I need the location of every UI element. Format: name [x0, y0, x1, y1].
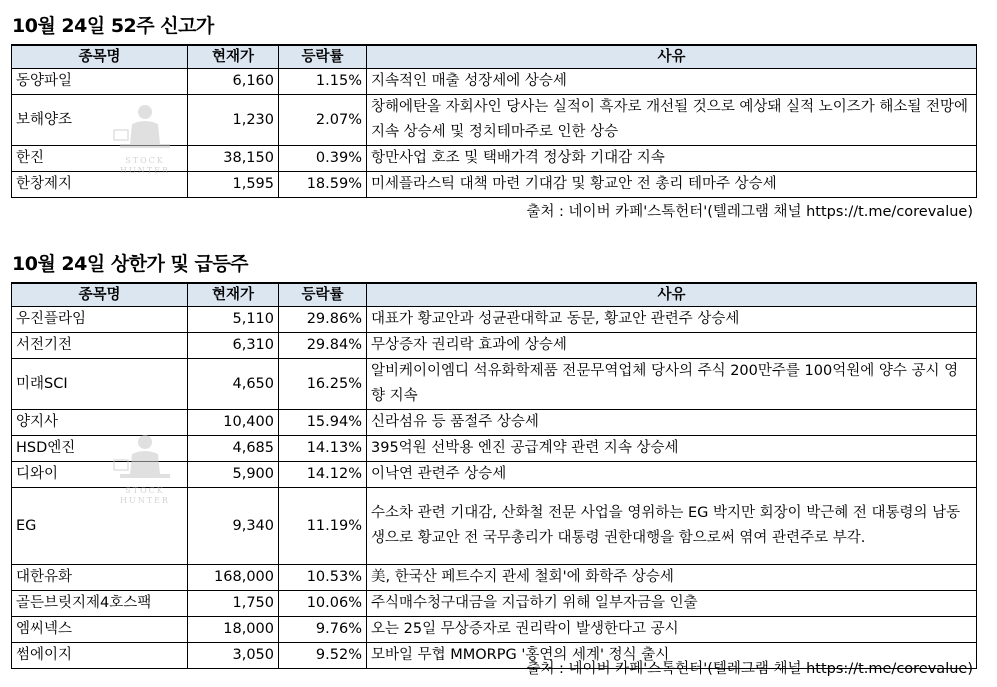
table-header-row: [12, 283, 977, 307]
table-row: [12, 69, 977, 95]
stock-price: 1,230: [188, 95, 279, 146]
stock-reason: 수소차 관련 기대감, 산화철 전문 사업을 영위하는 EG 박지만 회장이 박근혜 전 대통령의 남동생으로 황교안 전 국무총리가 대통령 권한대행을 함으로써 엮여 관련주로 부각.: [367, 488, 977, 565]
stock-name: 보해양조: [12, 95, 188, 146]
stock-reason: 알비케이이엠디 석유화학제품 전문무역업체 당사의 주식 200만주를 100억원에 양수 공시 영향 지속: [367, 359, 977, 410]
stock-hunter-logo-icon: [110, 430, 180, 508]
stock-name: 양지사: [12, 410, 188, 436]
stock-price: 6,310: [188, 333, 279, 359]
section2-source: 출처 : 네이버 카페'스톡헌터'(텔레그램 채널 https://t.me/corevalue): [526, 661, 973, 677]
stock-change: 29.86%: [279, 307, 367, 333]
table-row: [12, 591, 977, 617]
stock-change: 16.25%: [279, 359, 367, 410]
stock-price: 4,650: [188, 359, 279, 410]
stock-change: 14.13%: [279, 436, 367, 462]
table-row: [12, 359, 977, 410]
stock-price: 5,110: [188, 307, 279, 333]
stock-reason: 항만사업 호조 및 택배가격 정상화 기대감 지속: [367, 146, 977, 172]
stock-change: 9.76%: [279, 617, 367, 643]
col-header-reason: 사유: [367, 283, 977, 307]
stock-reason: 신라섬유 등 품절주 상승세: [367, 410, 977, 436]
stock-change: 2.07%: [279, 95, 367, 146]
col-header-price: 현재가: [188, 45, 279, 69]
stock-price: 168,000: [188, 565, 279, 591]
watermark-line1: STOCK: [125, 486, 165, 495]
stock-price: 5,900: [188, 462, 279, 488]
stock-change: 10.06%: [279, 591, 367, 617]
stock-reason: 美, 한국산 페트수지 관세 철회'에 화학주 상승세: [367, 565, 977, 591]
col-header-price: 현재가: [188, 283, 279, 307]
stock-change: 10.53%: [279, 565, 367, 591]
table-row: [12, 307, 977, 333]
stock-name: 한창제지: [12, 172, 188, 198]
stock-reason: 지속적인 매출 성장세에 상승세: [367, 69, 977, 95]
table-row: [12, 617, 977, 643]
table-header-row: [12, 45, 977, 69]
watermark-figure-icon: [110, 430, 180, 486]
stock-price: 10,400: [188, 410, 279, 436]
col-header-reason: 사유: [367, 45, 977, 69]
section1-title: 10월 24일 52주 신고가: [12, 15, 214, 37]
stock-price: 4,685: [188, 436, 279, 462]
stock-reason: 395억원 선박용 엔진 공급계약 관련 지속 상승세: [367, 436, 977, 462]
stock-name: 엠씨넥스: [12, 617, 188, 643]
stock-name: 서전기전: [12, 333, 188, 359]
stock-reason: 미세플라스틱 대책 마련 기대감 및 황교안 전 총리 테마주 상승세: [367, 172, 977, 198]
section2-title: 10월 24일 상한가 및 급등주: [12, 253, 249, 275]
stock-name: 골든브릿지제4호스팩: [12, 591, 188, 617]
stock-name: 미래SCI: [12, 359, 188, 410]
stock-reason: 오는 25일 무상증자로 권리락이 발생한다고 공시: [367, 617, 977, 643]
stock-hunter-logo-icon: [110, 100, 180, 178]
stock-reason: 주식매수청구대금을 지급하기 위해 일부자금을 인출: [367, 591, 977, 617]
stock-price: 3,050: [188, 643, 279, 669]
col-header-name: 종목명: [12, 45, 188, 69]
watermark-line1: STOCK: [125, 156, 165, 165]
watermark-line2: HUNTER: [120, 166, 170, 175]
stock-name: EG: [12, 488, 188, 565]
watermark-figure-icon: [110, 100, 180, 156]
stock-price: 6,160: [188, 69, 279, 95]
stock-name: 우진플라임: [12, 307, 188, 333]
section1-source: 출처 : 네이버 카페'스톡헌터'(텔레그램 채널 https://t.me/corevalue): [526, 204, 973, 220]
col-header-name: 종목명: [12, 283, 188, 307]
col-header-change: 등락률: [279, 45, 367, 69]
stock-price: 1,595: [188, 172, 279, 198]
stock-reason: 이낙연 관련주 상승세: [367, 462, 977, 488]
stock-name: HSD엔진: [12, 436, 188, 462]
col-header-change: 등락률: [279, 283, 367, 307]
stock-name: 한진: [12, 146, 188, 172]
stock-reason: 무상증자 권리락 효과에 상승세: [367, 333, 977, 359]
stock-change: 9.52%: [279, 643, 367, 669]
watermark-line2: HUNTER: [120, 496, 170, 505]
stock-name: 대한유화: [12, 565, 188, 591]
stock-reason: 창해에탄올 자회사인 당사는 실적이 흑자로 개선될 것으로 예상돼 실적 노이즈가 해소될 전망에 지속 상승세 및 정치테마주로 인한 상승: [367, 95, 977, 146]
stock-price: 38,150: [188, 146, 279, 172]
stock-reason: 모바일 무협 MMORPG '홍연의 세계' 정식 출시: [367, 643, 977, 669]
stock-reason: 대표가 황교안과 성균관대학교 동문, 황교안 관련주 상승세: [367, 307, 977, 333]
stock-name: 썸에이지: [12, 643, 188, 669]
stock-change: 18.59%: [279, 172, 367, 198]
stock-change: 0.39%: [279, 146, 367, 172]
stock-name: 동양파일: [12, 69, 188, 95]
stock-change: 1.15%: [279, 69, 367, 95]
table-row: [12, 565, 977, 591]
stock-change: 15.94%: [279, 410, 367, 436]
table-row: [12, 333, 977, 359]
stock-name: 디와이: [12, 462, 188, 488]
stock-price: 1,750: [188, 591, 279, 617]
stock-change: 11.19%: [279, 488, 367, 565]
stock-price: 18,000: [188, 617, 279, 643]
stock-change: 14.12%: [279, 462, 367, 488]
stock-change: 29.84%: [279, 333, 367, 359]
stock-price: 9,340: [188, 488, 279, 565]
